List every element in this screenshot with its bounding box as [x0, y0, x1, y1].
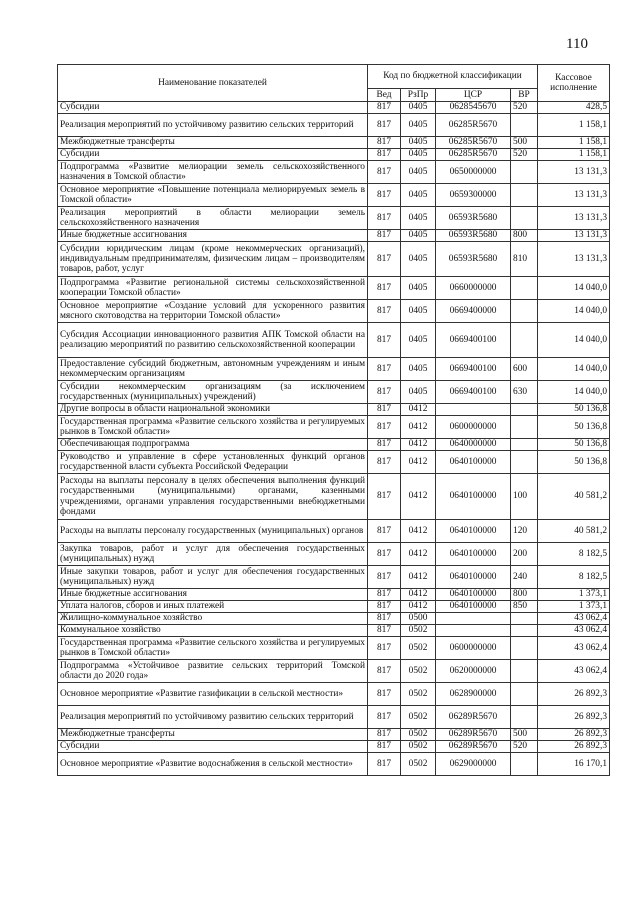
row-rzpr: 0405 — [401, 300, 436, 323]
table-row — [58, 114, 610, 137]
row-ved: 817 — [368, 683, 401, 706]
row-name: Подпрограмма «Развитие региональной системы сельскохозяйственной кооперации Томской области» — [58, 277, 368, 300]
row-rzpr: 0405 — [401, 184, 436, 207]
row-vr: 520 — [511, 102, 538, 114]
header-name: Наименование показателей — [58, 65, 368, 102]
row-rzpr: 0405 — [401, 242, 436, 277]
row-amount: 50 136,8 — [538, 404, 610, 416]
table-row — [58, 589, 610, 601]
row-amount: 14 040,0 — [538, 300, 610, 323]
row-ved: 817 — [368, 137, 401, 149]
table-row — [58, 683, 610, 706]
row-name: Коммунальное хозяйство — [58, 625, 368, 637]
page-number: 110 — [566, 36, 588, 52]
row-vr — [511, 416, 538, 439]
row-name: Иные закупки товаров, работ и услуг для обеспечения государственных (муниципальных) нужд — [58, 566, 368, 589]
row-amount: 14 040,0 — [538, 381, 610, 404]
row-ved: 817 — [368, 613, 401, 625]
row-vr: 500 — [511, 729, 538, 741]
row-ved: 817 — [368, 161, 401, 184]
row-vr — [511, 637, 538, 660]
table-row — [58, 404, 610, 416]
row-ved: 817 — [368, 381, 401, 404]
row-amount: 26 892,3 — [538, 741, 610, 753]
row-rzpr: 0412 — [401, 474, 436, 520]
header-rzpr: РзПр — [401, 89, 436, 102]
row-amount: 1 158,1 — [538, 149, 610, 161]
row-vr — [511, 660, 538, 683]
row-ved: 817 — [368, 277, 401, 300]
table-row — [58, 439, 610, 451]
row-csr: 0669400000 — [436, 300, 511, 323]
row-amount: 13 131,3 — [538, 161, 610, 184]
row-ved: 817 — [368, 601, 401, 613]
row-vr — [511, 706, 538, 729]
table-row — [58, 566, 610, 589]
row-vr — [511, 300, 538, 323]
row-vr — [511, 753, 538, 776]
row-csr: 0669400100 — [436, 381, 511, 404]
row-vr — [511, 451, 538, 474]
budget-table — [57, 64, 610, 776]
row-vr — [511, 323, 538, 358]
row-vr: 120 — [511, 520, 538, 543]
row-amount: 13 131,3 — [538, 207, 610, 230]
row-ved: 817 — [368, 358, 401, 381]
row-rzpr: 0502 — [401, 729, 436, 741]
row-ved: 817 — [368, 300, 401, 323]
row-name: Межбюджетные трансферты — [58, 137, 368, 149]
row-vr: 520 — [511, 741, 538, 753]
table-row — [58, 102, 610, 114]
row-csr: 0640000000 — [436, 439, 511, 451]
table-row — [58, 753, 610, 776]
row-amount: 43 062,4 — [538, 613, 610, 625]
row-ved: 817 — [368, 102, 401, 114]
row-vr — [511, 404, 538, 416]
row-csr: 0650000000 — [436, 161, 511, 184]
row-csr: 0629000000 — [436, 753, 511, 776]
row-name: Государственная программа «Развитие сельского хозяйства и регулируемых рынков в Томской области» — [58, 637, 368, 660]
row-amount: 8 182,5 — [538, 543, 610, 566]
row-amount: 43 062,4 — [538, 625, 610, 637]
table-row — [58, 706, 610, 729]
row-vr — [511, 683, 538, 706]
row-name: Основное мероприятие «Развитие газификации в сельской местности» — [58, 683, 368, 706]
table-row — [58, 277, 610, 300]
row-ved: 817 — [368, 543, 401, 566]
row-vr: 200 — [511, 543, 538, 566]
row-csr: 0600000000 — [436, 416, 511, 439]
row-name: Закупка товаров, работ и услуг для обеспечения государственных (муниципальных) нужд — [58, 543, 368, 566]
row-rzpr: 0405 — [401, 323, 436, 358]
row-name: Субсидии — [58, 102, 368, 114]
row-rzpr: 0405 — [401, 114, 436, 137]
table-row — [58, 543, 610, 566]
row-csr — [436, 404, 511, 416]
row-vr — [511, 277, 538, 300]
row-name: Основное мероприятие «Повышение потенциала мелиорируемых земель в Томской области» — [58, 184, 368, 207]
row-csr: 0640100000 — [436, 474, 511, 520]
row-csr: 06593R5680 — [436, 242, 511, 277]
header-ved: Вед — [368, 89, 401, 102]
table-row — [58, 416, 610, 439]
table-row — [58, 741, 610, 753]
row-rzpr: 0412 — [401, 543, 436, 566]
row-amount: 16 170,1 — [538, 753, 610, 776]
row-ved: 817 — [368, 451, 401, 474]
row-vr: 240 — [511, 566, 538, 589]
row-vr: 600 — [511, 358, 538, 381]
row-csr — [436, 613, 511, 625]
row-rzpr: 0500 — [401, 613, 436, 625]
row-ved: 817 — [368, 625, 401, 637]
row-amount: 50 136,8 — [538, 451, 610, 474]
row-rzpr: 0502 — [401, 660, 436, 683]
row-vr: 810 — [511, 242, 538, 277]
row-name: Реализация мероприятий в области мелиорации земель сельскохозяйственного назначения — [58, 207, 368, 230]
row-ved: 817 — [368, 114, 401, 137]
row-rzpr: 0405 — [401, 381, 436, 404]
row-ved: 817 — [368, 706, 401, 729]
row-rzpr: 0502 — [401, 637, 436, 660]
row-rzpr: 0412 — [401, 404, 436, 416]
table-row — [58, 613, 610, 625]
row-amount: 14 040,0 — [538, 358, 610, 381]
row-amount: 50 136,8 — [538, 439, 610, 451]
row-csr: 06593R5680 — [436, 230, 511, 242]
row-rzpr: 0412 — [401, 589, 436, 601]
row-name: Другие вопросы в области национальной экономики — [58, 404, 368, 416]
row-rzpr: 0405 — [401, 207, 436, 230]
table-row — [58, 184, 610, 207]
row-amount: 13 131,3 — [538, 184, 610, 207]
row-csr: 0628900000 — [436, 683, 511, 706]
table-row — [58, 381, 610, 404]
row-rzpr: 0405 — [401, 277, 436, 300]
table-row — [58, 729, 610, 741]
row-name: Подпрограмма «Развитие мелиорации земель сельскохозяйственного назначения в Томской области» — [58, 161, 368, 184]
row-ved: 817 — [368, 416, 401, 439]
row-rzpr: 0502 — [401, 706, 436, 729]
row-csr: 06593R5680 — [436, 207, 511, 230]
row-ved: 817 — [368, 589, 401, 601]
row-vr — [511, 439, 538, 451]
row-rzpr: 0412 — [401, 520, 436, 543]
table-row — [58, 474, 610, 520]
row-vr: 800 — [511, 230, 538, 242]
row-ved: 817 — [368, 637, 401, 660]
row-amount: 40 581,2 — [538, 520, 610, 543]
row-amount: 40 581,2 — [538, 474, 610, 520]
row-amount: 13 131,3 — [538, 242, 610, 277]
row-amount: 43 062,4 — [538, 637, 610, 660]
row-rzpr: 0405 — [401, 230, 436, 242]
row-name: Реализация мероприятий по устойчивому развитию сельских территорий — [58, 706, 368, 729]
row-rzpr: 0405 — [401, 161, 436, 184]
row-ved: 817 — [368, 242, 401, 277]
row-ved: 817 — [368, 149, 401, 161]
row-name: Расходы на выплаты персоналу государственных (муниципальных) органов — [58, 520, 368, 543]
row-csr: 06289R5670 — [436, 729, 511, 741]
table-row — [58, 161, 610, 184]
table-row — [58, 137, 610, 149]
row-csr: 0640100000 — [436, 520, 511, 543]
row-csr: 0640100000 — [436, 566, 511, 589]
row-name: Жилищно-коммунальное хозяйство — [58, 613, 368, 625]
row-vr: 850 — [511, 601, 538, 613]
row-ved: 817 — [368, 230, 401, 242]
row-vr: 630 — [511, 381, 538, 404]
row-name: Уплата налогов, сборов и иных платежей — [58, 601, 368, 613]
header-vr: ВР — [511, 89, 538, 102]
row-amount: 1 158,1 — [538, 114, 610, 137]
row-ved: 817 — [368, 660, 401, 683]
row-ved: 817 — [368, 439, 401, 451]
row-vr — [511, 161, 538, 184]
row-csr: 0640100000 — [436, 543, 511, 566]
row-rzpr: 0405 — [401, 102, 436, 114]
header-csr: ЦСР — [436, 89, 511, 102]
table-row — [58, 660, 610, 683]
row-name: Субсидии юридическим лицам (кроме некоммерческих организаций), индивидуальным предпринимателям, физическим лицам – производителям товаров, работ, услуг — [58, 242, 368, 277]
row-csr: 0620000000 — [436, 660, 511, 683]
row-name: Основное мероприятие «Развитие водоснабжения в сельской местности» — [58, 753, 368, 776]
row-rzpr: 0412 — [401, 451, 436, 474]
table-row — [58, 242, 610, 277]
row-ved: 817 — [368, 566, 401, 589]
table-row — [58, 149, 610, 161]
row-amount: 1 373,1 — [538, 601, 610, 613]
row-name: Межбюджетные трансферты — [58, 729, 368, 741]
row-ved: 817 — [368, 404, 401, 416]
row-name: Субсидия Ассоциации инновационного развития АПК Томской области на реализацию мероприятий по развитию сельскохозяйственной кооперации — [58, 323, 368, 358]
row-ved: 817 — [368, 323, 401, 358]
row-csr: 0669400100 — [436, 323, 511, 358]
row-ved: 817 — [368, 207, 401, 230]
table-row — [58, 451, 610, 474]
row-ved: 817 — [368, 184, 401, 207]
table-body — [58, 102, 610, 776]
row-csr: 0628545670 — [436, 102, 511, 114]
row-csr — [436, 625, 511, 637]
table-row — [58, 358, 610, 381]
row-vr — [511, 207, 538, 230]
row-rzpr: 0502 — [401, 753, 436, 776]
row-amount: 43 062,4 — [538, 660, 610, 683]
row-csr: 0659300000 — [436, 184, 511, 207]
row-name: Субсидии — [58, 149, 368, 161]
row-amount: 1 373,1 — [538, 589, 610, 601]
row-csr: 0669400100 — [436, 358, 511, 381]
table-row — [58, 601, 610, 613]
row-rzpr: 0412 — [401, 601, 436, 613]
row-rzpr: 0405 — [401, 149, 436, 161]
table-row — [58, 520, 610, 543]
row-csr: 06289R5670 — [436, 706, 511, 729]
table-header — [58, 65, 610, 102]
row-ved: 817 — [368, 474, 401, 520]
row-csr: 0640100000 — [436, 601, 511, 613]
row-rzpr: 0405 — [401, 137, 436, 149]
row-rzpr: 0412 — [401, 416, 436, 439]
row-ved: 817 — [368, 520, 401, 543]
row-name: Руководство и управление в сфере установленных функций органов государственной власти субъекта Российской Федерации — [58, 451, 368, 474]
row-amount: 1 158,1 — [538, 137, 610, 149]
table-row — [58, 625, 610, 637]
row-name: Обеспечивающая подпрограмма — [58, 439, 368, 451]
row-vr: 100 — [511, 474, 538, 520]
row-csr: 06285R5670 — [436, 114, 511, 137]
header-code-group: Код по бюджетной классификации — [368, 65, 538, 89]
row-vr: 520 — [511, 149, 538, 161]
row-amount: 14 040,0 — [538, 323, 610, 358]
row-name: Подпрограмма «Устойчивое развитие сельских территорий Томской области до 2020 года» — [58, 660, 368, 683]
row-csr: 06285R5670 — [436, 137, 511, 149]
row-name: Иные бюджетные ассигнования — [58, 589, 368, 601]
row-name: Государственная программа «Развитие сельского хозяйства и регулируемых рынков в Томской области» — [58, 416, 368, 439]
row-rzpr: 0502 — [401, 741, 436, 753]
row-name: Расходы на выплаты персоналу в целях обеспечения выполнения функций государственными (муниципальными) органами, казенными учреждениями, органами управления государственными внебюджетными фондами — [58, 474, 368, 520]
table-row — [58, 637, 610, 660]
row-amount: 50 136,8 — [538, 416, 610, 439]
header-amount: Кассовое исполнение — [538, 65, 610, 102]
table-row — [58, 230, 610, 242]
row-ved: 817 — [368, 741, 401, 753]
row-ved: 817 — [368, 753, 401, 776]
row-name: Иные бюджетные ассигнования — [58, 230, 368, 242]
row-vr: 500 — [511, 137, 538, 149]
row-amount: 26 892,3 — [538, 729, 610, 741]
row-vr — [511, 613, 538, 625]
row-rzpr: 0502 — [401, 683, 436, 706]
row-vr — [511, 625, 538, 637]
row-csr: 0640100000 — [436, 451, 511, 474]
row-csr: 0640100000 — [436, 589, 511, 601]
table-row — [58, 207, 610, 230]
row-amount: 26 892,3 — [538, 683, 610, 706]
table-row — [58, 300, 610, 323]
row-vr: 800 — [511, 589, 538, 601]
row-csr: 06289R5670 — [436, 741, 511, 753]
row-amount: 428,5 — [538, 102, 610, 114]
row-csr: 06285R5670 — [436, 149, 511, 161]
row-rzpr: 0412 — [401, 439, 436, 451]
row-amount: 13 131,3 — [538, 230, 610, 242]
row-ved: 817 — [368, 729, 401, 741]
row-rzpr: 0405 — [401, 358, 436, 381]
row-name: Субсидии — [58, 741, 368, 753]
row-name: Субсидии некоммерческим организациям (за исключением государственных (муниципальных) учреждений) — [58, 381, 368, 404]
row-rzpr: 0502 — [401, 625, 436, 637]
row-amount: 14 040,0 — [538, 277, 610, 300]
row-name: Реализация мероприятий по устойчивому развитию сельских территорий — [58, 114, 368, 137]
row-csr: 0600000000 — [436, 637, 511, 660]
row-amount: 26 892,3 — [538, 706, 610, 729]
row-amount: 8 182,5 — [538, 566, 610, 589]
row-name: Предоставление субсидий бюджетным, автономным учреждениям и иным некоммерческим организациям — [58, 358, 368, 381]
row-csr: 0660000000 — [436, 277, 511, 300]
row-name: Основное мероприятие «Создание условий для ускоренного развития мясного скотоводства на территории Томской области» — [58, 300, 368, 323]
table-row — [58, 323, 610, 358]
row-rzpr: 0412 — [401, 566, 436, 589]
row-vr — [511, 184, 538, 207]
row-vr — [511, 114, 538, 137]
